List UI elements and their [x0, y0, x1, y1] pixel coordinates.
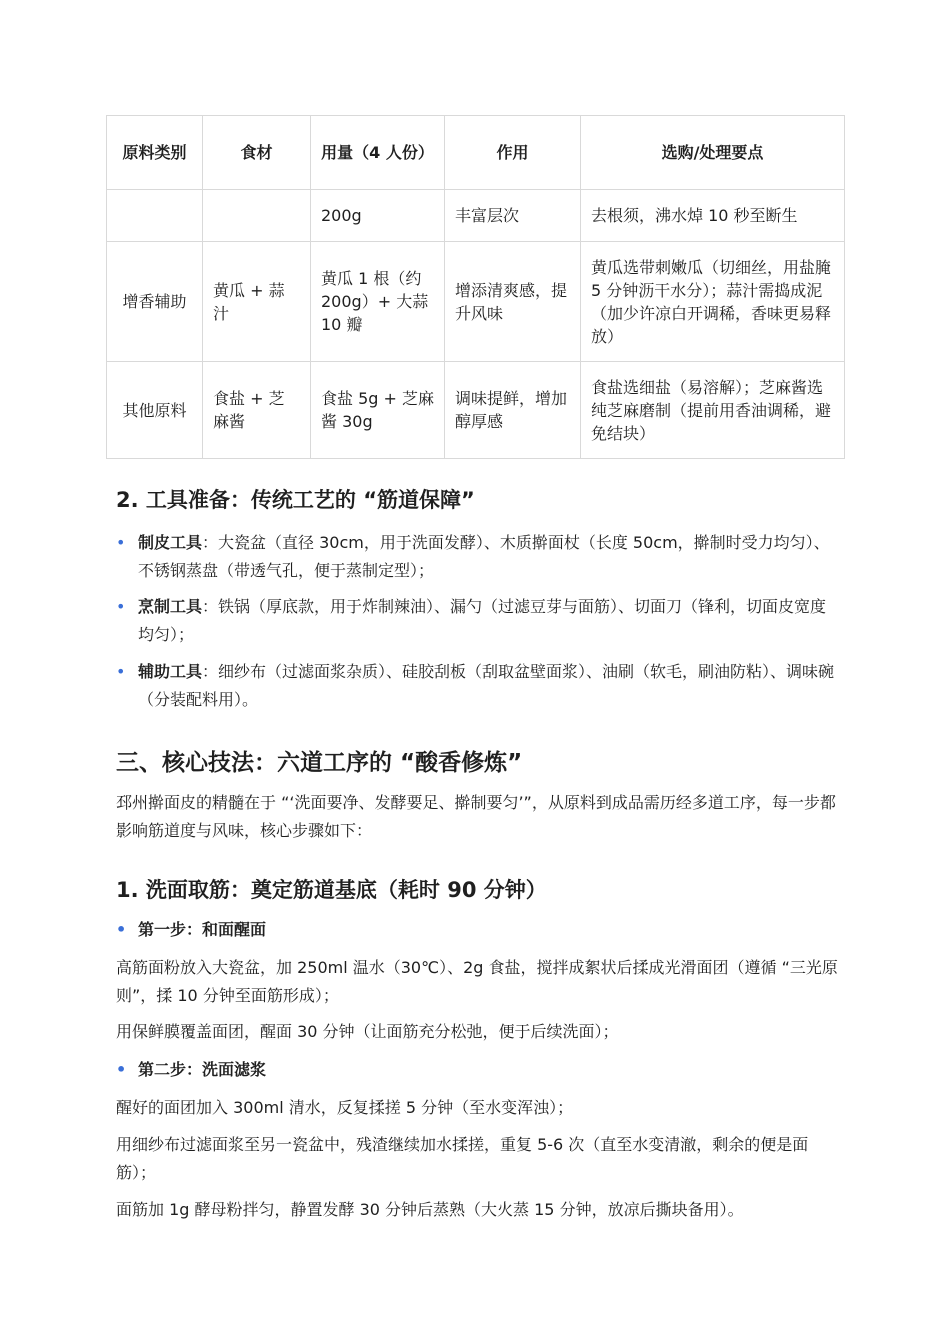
paragraph: 高筋面粉放入大瓷盆，加 250ml 温水（30℃）、2g 食盐，搅拌成絮状后揉成光滑面团（遵循 “三光原则”，揉 10 分钟至面筋形成）； [116, 958, 838, 1005]
list-item [116, 916, 267, 944]
table-cell [107, 190, 203, 242]
paragraph: 用保鲜膜覆盖面团，醒面 30 分钟（让面筋充分松弛，便于后续洗面）； [116, 1022, 619, 1041]
header-function: 作用 [445, 116, 581, 190]
table-cell: 黄瓜 + 蒜汁 [203, 242, 311, 362]
paragraph-intro: 邳州擀面皮的精髓在于 “‘洗面要净、发酵要足、擀制要匀’”，从原料到成品需历经多道工序，每一步都影响筋道度与风味，核心步骤如下： [116, 793, 836, 840]
list-item-text: ：铁锅（厚底款，用于炸制辣油）、漏勺（过滤豆芽与面筋）、切面刀（锋利，切面皮宽度均匀）； [138, 597, 827, 644]
header-ingredient: 食材 [203, 116, 311, 190]
table-cell: 食盐选细盐（易溶解）；芝麻酱选纯芝麻磨制（提前用香油调稀，避免结块） [581, 362, 845, 459]
table-cell: 食盐 5g + 芝麻酱 30g [311, 362, 445, 459]
list-item-label: 烹制工具 [138, 597, 203, 616]
list-item [116, 529, 838, 585]
bullet-icon: • [116, 1060, 127, 1079]
table-cell: 其他原料 [107, 362, 203, 459]
list-item [116, 593, 838, 649]
list-item [116, 658, 838, 714]
paragraph: 醒好的面团加入 300ml 清水，反复揉搓 5 分钟（至水变浑浊）； [116, 1098, 574, 1117]
subheading-step2: 第二步：洗面滤浆 [138, 1060, 267, 1079]
list-item-label: 辅助工具 [138, 662, 203, 681]
bullet-icon: • [116, 920, 127, 939]
table-cell: 食盐 + 芝麻酱 [203, 362, 311, 459]
table-cell: 增香辅助 [107, 242, 203, 362]
table-row [107, 362, 845, 459]
table-cell: 增添清爽感，提升风味 [445, 242, 581, 362]
table-cell: 200g [311, 190, 445, 242]
ingredients-table [106, 115, 845, 459]
table-row [107, 242, 845, 362]
subheading-step1: 第一步：和面醒面 [138, 920, 267, 939]
table-cell: 去根须，沸水焯 10 秒至断生 [581, 190, 845, 242]
list-item [116, 1056, 267, 1084]
section-heading-core: 三、核心技法：六道工序的 “酸香修炼” [116, 750, 523, 776]
list-item-text: ：大瓷盆（直径 30cm，用于洗面发酵）、木质擀面杖（长度 50cm，擀制时受力均匀）、不锈钢蒸盘（带透气孔，便于蒸制定型）； [138, 533, 830, 580]
header-amount: 用量（4 人份） [311, 116, 445, 190]
header-category: 原料类别 [107, 116, 203, 190]
table-cell: 黄瓜 1 根（约 200g）+ 大蒜 10 瓣 [311, 242, 445, 362]
section-heading-step1: 1. 洗面取筋：奠定筋道基底（耗时 90 分钟） [116, 878, 547, 902]
table-cell: 丰富层次 [445, 190, 581, 242]
list-item-text: ：细纱布（过滤面浆杂质）、硅胶刮板（刮取盆壁面浆）、油刷（软毛，刷油防粘）、调味碗（分装配料用）。 [138, 662, 835, 709]
header-tips: 选购/处理要点 [581, 116, 845, 190]
table-row [107, 190, 845, 242]
table-header-row [107, 116, 845, 190]
bullet-icon: • [116, 533, 126, 552]
paragraph: 面筋加 1g 酵母粉拌匀，静置发酵 30 分钟后蒸熟（大火蒸 15 分钟，放凉后撕块备用）。 [116, 1200, 744, 1219]
list-item-label: 制皮工具 [138, 533, 203, 552]
section-heading-tools: 2. 工具准备：传统工艺的 “筋道保障” [116, 488, 475, 512]
bullet-icon: • [116, 597, 126, 616]
table-cell [203, 190, 311, 242]
table-cell: 黄瓜选带刺嫩瓜（切细丝，用盐腌 5 分钟沥干水分）；蒜汁需捣成泥（加少许凉白开调稀，香味更易释放） [581, 242, 845, 362]
paragraph: 用细纱布过滤面浆至另一瓷盆中，残渣继续加水揉搓，重复 5-6 次（直至水变清澈，剩余的便是面筋）； [116, 1135, 809, 1182]
bullet-icon: • [116, 662, 126, 681]
table-cell: 调味提鲜，增加醇厚感 [445, 362, 581, 459]
